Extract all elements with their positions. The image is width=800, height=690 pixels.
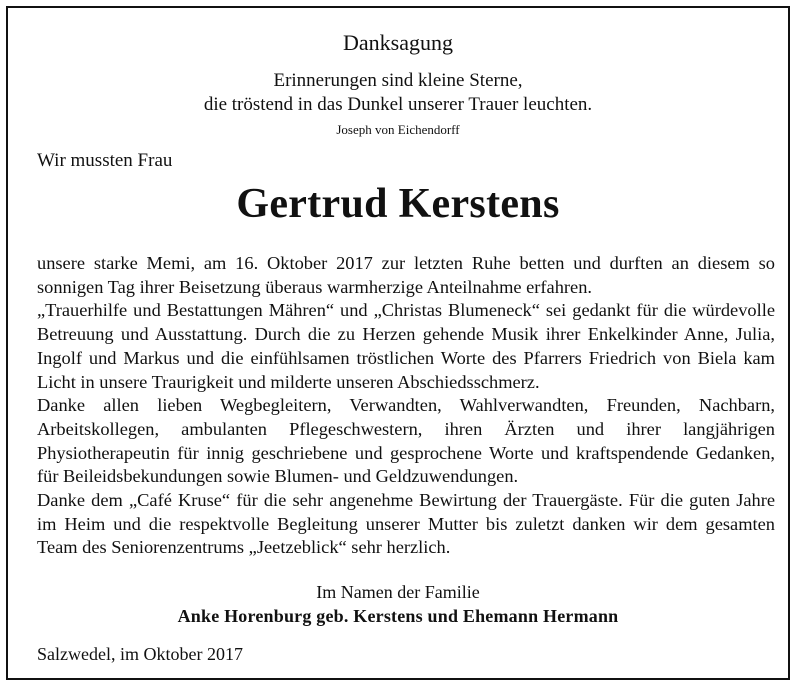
body-paragraph-2: „Trauerhilfe und Bestattungen Mähren“ und „Christas Blumeneck“ sei gedankt für die würdevolle Betreuung und Ausstattung. Durch die zu Herzen gehende Musik ihrer Enkelkinder Anne, Julia, Ingolf und Markus und die einfühlsamen tröstlichen Worte des Pfarrers Friedrich von Biela kam Licht in unsere Traurigkeit und milderte unseren Abschiedsschmerz. [37, 300, 775, 392]
signature-line-1: Im Namen der Familie [316, 582, 480, 602]
quote-line-1: Erinnerungen sind kleine Sterne, [273, 70, 523, 91]
deceased-name: Gertrud Kerstens [236, 181, 560, 227]
quote-author: Joseph von Eichendorff [336, 122, 460, 137]
body-paragraph-4: Danke dem „Café Kruse“ für die sehr angenehme Bewirtung der Trauergäste. Für die guten Jahre im Heim und die respektvolle Begleitung unserer Mutter bis zuletzt danken wir dem gesamten Team des Seniorenzentrums „Jeetzeblick“ sehr herzlich. [37, 490, 775, 558]
signature-line-2: Anke Horenburg geb. Kerstens und Ehemann Hermann [177, 606, 619, 626]
obituary-notice-frame [6, 6, 790, 680]
body-paragraph-3: Danke allen lieben Wegbegleitern, Verwandten, Wahlverwandten, Freunden, Nachbarn, Arbeitskollegen, ambulanten Pflegeschwestern, ihren Ärzten und ihrer langjährigen Physiotherapeutin für innig geschriebene und gesprochene Worte und kraftspendende Gedanken, für Beileidsbekundungen sowie Blumen- und Geldzuwendungen. [37, 395, 775, 487]
quote-line-2: die tröstend in das Dunkel unserer Trauer leuchten. [203, 94, 593, 115]
notice-heading: Danksagung [343, 30, 453, 55]
place-date: Salzwedel, im Oktober 2017 [37, 644, 243, 664]
body-text [37, 252, 775, 560]
body-paragraph-1: unsere starke Memi, am 16. Oktober 2017 zur letzten Ruhe betten und durften an diesem so sonnigen Tag ihrer Beisetzung überaus warmherzige Anteilnahme erfahren. [37, 253, 775, 297]
intro-text: Wir mussten Frau [37, 150, 173, 171]
